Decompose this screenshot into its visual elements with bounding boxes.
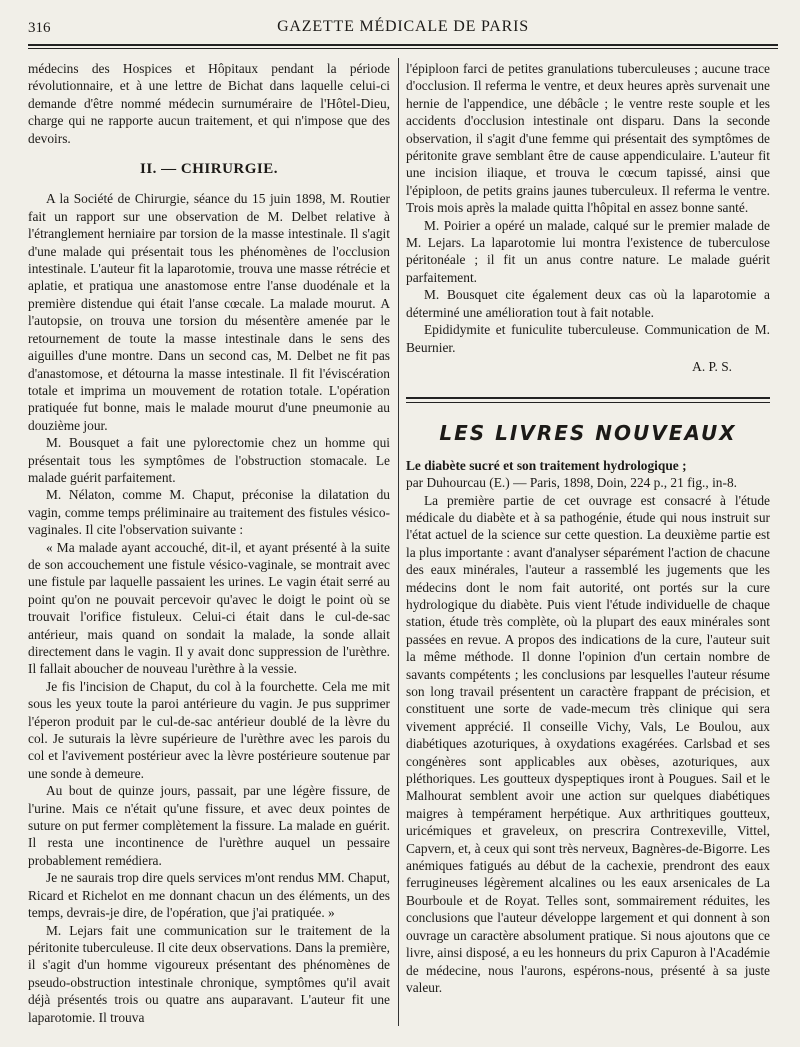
paragraph: Au bout de quinze jours, passait, par une légère fissure, de l'urine. Mais ce n'était qu'une fissure, et avec deux pointes de suture on put fermer complètement la fissure. La malade en guérit. Il resta une incontinence de l'urèthre auquel un pessaire probablement remédiera.: [28, 783, 390, 868]
paragraph: Je ne saurais trop dire quels services m'ont rendus MM. Chaput, Ricard et Richelot en me donnant chacun un des éléments, un des temps, devrais-je dire, de l'opération, que j'ai pratiquée. »: [28, 870, 390, 921]
book-title: Le diabète sucré et son traitement hydrologique ;: [406, 457, 687, 473]
page-number: 316: [28, 20, 51, 36]
paragraph: Je fis l'incision de Chaput, du col à la fourchette. Cela me mit sous les yeux toute la paroi antérieure du vagin. Je pus supprimer l'éperon produit par le cul-de-sac antérieur doublé de la lèvre du col. Je suturais la lèvre supérieure de l'urèthre avec les parois du col et l'avivement postérieur avec la lèvre postérieure soutenue par une sonde à demeure.: [28, 678, 390, 781]
books-section-title: LES LIVRES NOUVEAUX: [439, 421, 737, 446]
paragraph: M. Bousquet cite également deux cas où la laparotomie a déterminé une amélioration tout à fait notable.: [406, 287, 770, 320]
book-reference: par Duhourcau (E.) — Paris, 1898, Doin, 224 p., 21 fig., in-8.: [406, 475, 737, 491]
running-title: GAZETTE MÉDICALE DE PARIS: [277, 18, 529, 35]
paragraph: M. Lejars fait une communication sur le traitement de la péritonite tuberculeuse. Il cite deux observations. Dans la première, il s'agit d'un homme vigoureux présentant des phénomènes de pseudo-obstruction intestinale chronique, symptômes qu'il avait déjà présentés trois ou quatre ans auparavant. L'auteur fit une laparotomie. Il trouva: [28, 922, 390, 1025]
signature: A. P. S.: [692, 358, 732, 374]
paragraph: A la Société de Chirurgie, séance du 15 juin 1898, M. Routier fait un rapport sur une observation de M. Delbet relative à l'étranglement herniaire par torsion de la masse intestinale. Il s'agit d'une malade qui présentait tous les phénomènes de l'occlusion intestinale. L'auteur fit la laparotomie, trouva une masse rétrécie et aplatie, et pratiqua une anastomose entre l'anse duodénale et la première distendue qui était l'anse cœcale. La malade mourut. A l'autopsie, on trouva une torsion du mésentère amenée par le retournement de toute la masse intestinale dans le sens des aiguilles d'une montre. Dans un second cas, M. Delbet ne fit pas d'anastomose, et détourna la masse intestinale. Il fit l'éviscération totale et imprima un mouvement de rotation totale. L'opération pratiquée fut bonne, mais le malade mourut d'une pneumonie au douzième jour.: [28, 191, 390, 433]
paragraph: M. Bousquet a fait une pylorectomie chez un homme qui présentait tous les symptômes de l'obstruction stomacale. Le malade guérit parfaitement.: [28, 435, 390, 485]
column-divider: [398, 58, 399, 1026]
section-title: II. — CHIRURGIE.: [139, 161, 279, 178]
paragraph: « Ma malade ayant accouché, dit-il, et ayant présenté à la suite de son accouchement une fistule vésico-vaginale, se montrait avec une fistule par laquelle passaient les urines. Le vagin était serré au point qu'on ne pouvait percevoir qu'avec le doigt le point où se trouvait l'orifice fistuleux. Celui-ci était dans le cul-de-sac antérieur, mais quand on sondait la malade, la sonde allait directement dans le vagin. Il y avait donc suppression de l'urèthre. Il fallait aboucher de nouveau l'urèthre à la vessie.: [28, 539, 390, 677]
section-rule: [406, 397, 770, 403]
paragraph: M. Nélaton, comme M. Chaput, préconise la dilatation du vagin, comme temps préliminaire au traitement des fistules vésico-vaginales. Il cite l'observation suivante :: [28, 487, 390, 538]
paragraph: l'épiploon farci de petites granulations tuberculeuses ; aucune trace d'occlusion. Il referma le ventre, et deux heures après survenait une hernie de l'appendice, une débâcle ; le ventre reste souple et les accidents d'occlusion intestinale ont disparu. Dans la seconde observation, il s'agit d'une femme qui présentait des symptômes de péritonite grave semblant être de cause appendiculaire. L'auteur fit une incision iliaque, et trouva le cœcum tapissé, ainsi que l'épiploon, de petits grains jaunes tuberculeux. Il referma le ventre. Trois mois après la malade quitta l'hôpital en assez bonne santé.: [406, 61, 770, 216]
page-header: [28, 18, 778, 42]
right-column: [406, 60, 770, 996]
paragraph: M. Poirier a opéré un malade, calqué sur le premier malade de M. Lejars. La laparotomie lui montra l'existence de tuberculose péritonéale ; il fit un anus contre nature. Le malade guérit parfaitement.: [406, 217, 770, 285]
paragraph: médecins des Hospices et Hôpitaux pendant la période révolutionnaire, et à une lettre de Bichat dans laquelle celui-ci demande d'être nommé médecin surnuméraire de l'Hôtel-Dieu, charge qui ne rapporte aucun traitement, et qui n'impose que des devoirs.: [28, 61, 390, 146]
header-rule-thin: [28, 48, 778, 49]
paragraph: Epididymite et funiculite tuberculeuse. Communication de M. Beurnier.: [406, 322, 770, 355]
book-review: La première partie de cet ouvrage est consacré à l'étude médicale du diabète et à sa pathogénie, étude qui nous instruit sur l'état actuel de la science sur cette question. La deuxième partie est la plus importante : avant d'analyser séparément l'action de chacune des eaux minérales, l'auteur a rassemblé les jugements que les médecins dont le nom fait autorité, ont portés sur la cure hydrologique du diabète. Puis vient l'étude individuelle de chaque station, étude très complète, où la plupart des eaux minérales sont passées en revue. A propos des indications de la cure, l'auteur suit la même méthode. Il donne l'opinion d'un certain nombre de savants compétents ; les conclusions par lesquelles l'auteur résume son long travail présentent un caractère frappant de précision, et constituent une sorte de vade-mecum très clinique qui sera vivement apprécié. Il conseille Vichy, Vals, Le Boulou, aux diabétiques azoturiques, à oxydations exagérées. Carlsbad et ses congénères sont applicables aux obèses, azoturiques, aux pléthoriques. Les goutteux dyspeptiques iront à Pougues. Sail et le Malhourat semblent avoir une action sur quelques diabétiques maigres à tempérament herpétique. Aux arthritiques goutteux, uricémiques et graveleux, on prescrira Contrexeville, Vittel, Capvern, et, à ceux qui sont très nerveux, Bagnères-de-Bigorre. Les anémiques fatigués au début de la cachexie, prendront des eaux ferrugineuses légèrement alcalines ou les eaux arsenicales de La Bourboule et de Royat. Telles sont, sommairement réduites, les conclusions que l'auteur développe largement et qui donnent à son ouvrage un caractère absolument pratique. Si nous ajoutons que ce livre, ainsi disposé, a eu les honneurs du prix Capuron à l'Académie de médecine, nous l'aurons, espérons-nous, présenté à sa juste valeur.: [406, 492, 770, 995]
header-rule: [28, 44, 778, 46]
left-column: [28, 60, 390, 1026]
